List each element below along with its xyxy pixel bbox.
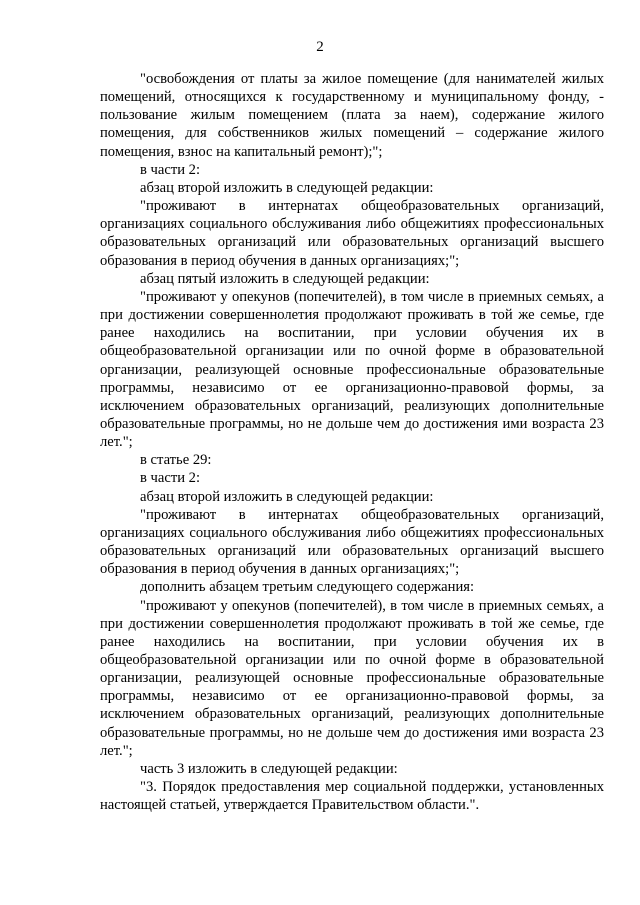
- document-body: [100, 70, 604, 814]
- paragraph: "проживают в интернатах общеобразовательных организаций, организациях социального обслуживания либо общежитиях профессиональных образовательных организаций или образовательных организаций высшего образования в период обучения в данных организациях;";: [100, 506, 604, 578]
- paragraph: абзац пятый изложить в следующей редакции:: [140, 270, 430, 287]
- paragraph: "проживают в интернатах общеобразовательных организаций, организациях социального обслуживания либо общежитиях профессиональных образовательных организаций или образовательных организаций высшего образования в период обучения в данных организациях;";: [100, 198, 604, 269]
- page-number: 2: [316, 39, 324, 55]
- paragraph: в части 2:: [140, 161, 201, 178]
- paragraph: "проживают у опекунов (попечителей), в том числе в приемных семьях, а при достижении совершеннолетия продолжают проживать в той же семье, где ранее находились на воспитании, при условии обучения их в общеобразовательной организации или по очной форме в образовательной организации, реализующей основные профессиональные образовательные программы, независимо от ее организационно-правовой формы, за исключением образовательных организаций, реализующих дополнительные образовательные программы, но не дольше чем до достижения ими возраста 23 лет.";: [100, 288, 604, 451]
- paragraph: в части 2:: [140, 470, 201, 487]
- paragraph: дополнить абзацем третьим следующего содержания:: [140, 579, 475, 596]
- paragraph: "освобождения от платы за жилое помещение (для нанимателей жилых помещений, относящихся к государственному и муниципальному фонду, - пользование жилым помещением (плата за наем), содержание жилого помещения, для собственников жилых помещений – содержание жилого помещения, взнос на капитальный ремонт);";: [100, 71, 604, 160]
- paragraph: абзац второй изложить в следующей редакции:: [140, 488, 434, 505]
- paragraph: "3. Порядок предоставления мер социальной поддержки, установленных настоящей статьей, утверждается Правительством области.".: [100, 779, 604, 814]
- paragraph: часть 3 изложить в следующей редакции:: [140, 760, 398, 777]
- paragraph: абзац второй изложить в следующей редакции:: [140, 179, 434, 196]
- paragraph: в статье 29:: [140, 452, 212, 469]
- paragraph: "проживают у опекунов (попечителей), в том числе в приемных семьях, а при достижении совершеннолетия продолжают проживать в той же семье, где ранее находились на воспитании, при условии обучения их в общеобразовательной организации или по очной форме в образовательной организации, реализующей основные профессиональные образовательные программы, независимо от ее организационно-правовой формы, за исключением образовательных организаций, реализующих дополнительные образовательные программы, но не дольше чем до достижения ими возраста 23 лет.";: [100, 597, 604, 759]
